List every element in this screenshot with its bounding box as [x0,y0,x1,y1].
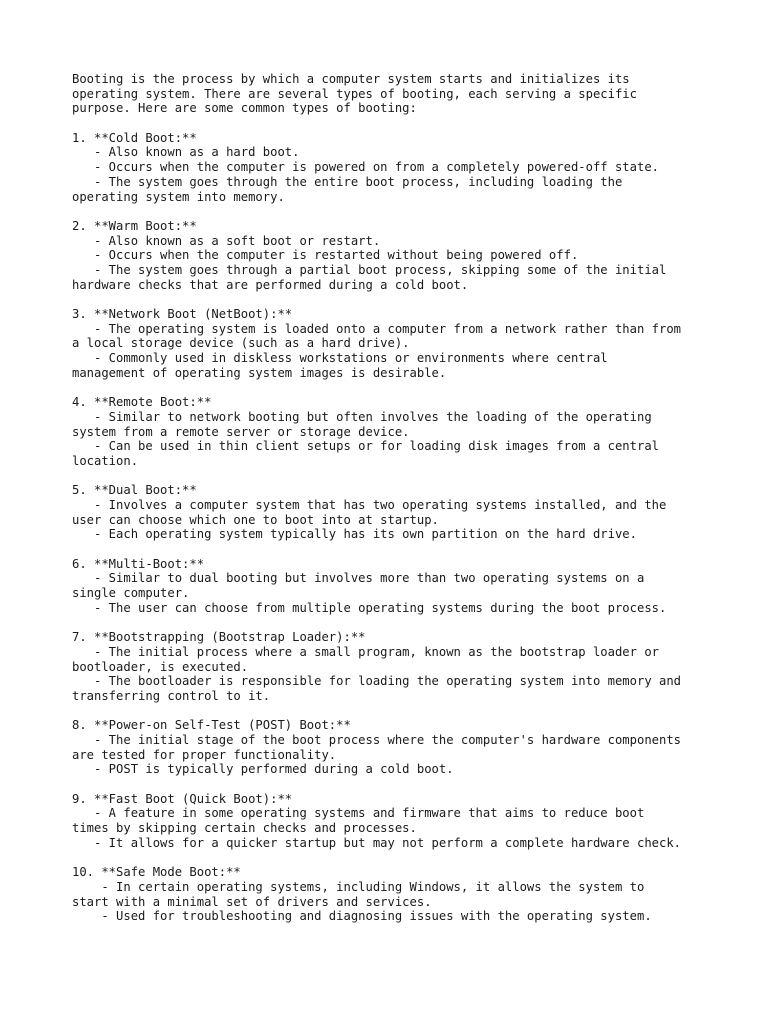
blank-line [72,116,712,131]
text-line: - The initial stage of the boot process where the computer's hardware components [72,732,682,747]
text-line: - The bootloader is responsible for loading the operating system into memory and [72,674,682,689]
text-line: hardware checks that are performed during a cold boot. [72,277,469,292]
text-line: - Similar to dual booting but involves more than two operating systems on a [72,571,645,586]
blank-line [72,292,712,307]
text-line: 3. **Network Boot (NetBoot):** [72,307,293,321]
text-line: - The operating system is loaded onto a computer from a network rather than from [72,321,682,336]
blank-line [72,704,712,719]
text-line: 9. **Fast Boot (Quick Boot):** [72,791,293,806]
text-line: 6. **Multi-Boot:** [72,556,205,571]
text-line: start with a minimal set of drivers and services. [72,894,432,909]
text-line: times by skipping certain checks and processes. [72,821,417,836]
text-line: - The system goes through a partial boot process, skipping some of the initial [72,262,667,277]
text-line: Booting is the process by which a computer system starts and initializes its [72,72,630,86]
text-line: 1. **Cold Boot:** [72,130,197,145]
text-line: - The user can choose from multiple operating systems during the boot process. [72,600,667,615]
text-line: - Commonly used in diskless workstations or environments where central [72,351,608,366]
text-line: - Occurs when the computer is powered on from a completely powered-off state. [72,160,659,175]
blank-line [72,850,712,865]
text-line: - Used for troubleshooting and diagnosing issues with the operating system. [72,909,652,924]
blank-line [72,777,712,792]
text-line: - Similar to network booting but often involves the loading of the operating [72,409,652,424]
text-line: 8. **Power-on Self-Test (POST) Boot:** [72,718,351,733]
text-line: location. [72,453,139,468]
blank-line [72,542,712,557]
document-page [72,72,712,924]
blank-line [72,380,712,395]
text-line: - Also known as a hard boot. [72,145,300,160]
text-line: - A feature in some operating systems and firmware that aims to reduce boot [72,806,645,821]
text-line: - Each operating system typically has its own partition on the hard drive. [72,527,637,542]
text-line: 2. **Warm Boot:** [72,218,197,233]
text-line: operating system. There are several types of booting, each serving a specific [72,86,637,101]
text-line: - Can be used in thin client setups or for loading disk images from a central [72,439,659,454]
text-line: single computer. [72,586,190,601]
text-line: operating system into memory. [72,189,285,204]
text-line: - POST is typically performed during a cold boot. [72,762,454,777]
text-line: - Involves a computer system that has two operating systems installed, and the [72,497,667,512]
blank-line [72,204,712,219]
text-line: 10. **Safe Mode Boot:** [72,865,241,880]
text-line: 5. **Dual Boot:** [72,483,197,498]
text-line: a local storage device (such as a hard drive). [72,336,410,351]
text-line: purpose. Here are some common types of booting: [72,101,417,116]
text-line: 7. **Bootstrapping (Bootstrap Loader):** [72,630,366,645]
text-line: 4. **Remote Boot:** [72,395,212,410]
text-line: user can choose which one to boot into at startup. [72,512,439,527]
text-line: - It allows for a quicker startup but may not perform a complete hardware check. [72,835,682,850]
blank-line [72,615,712,630]
text-line: - Also known as a soft boot or restart. [72,233,381,248]
text-line: are tested for proper functionality. [72,747,337,762]
text-line: management of operating system images is desirable. [72,365,447,380]
text-line: - In certain operating systems, including Windows, it allows the system to [72,879,645,894]
text-line: bootloader, is executed. [72,659,249,674]
text-line: - The initial process where a small program, known as the bootstrap loader or [72,644,659,659]
text-line: - The system goes through the entire boot process, including loading the [72,174,623,189]
text-line: transferring control to it. [72,688,271,703]
text-line: system from a remote server or storage device. [72,424,410,439]
blank-line [72,469,712,484]
text-line: - Occurs when the computer is restarted without being powered off. [72,248,579,263]
